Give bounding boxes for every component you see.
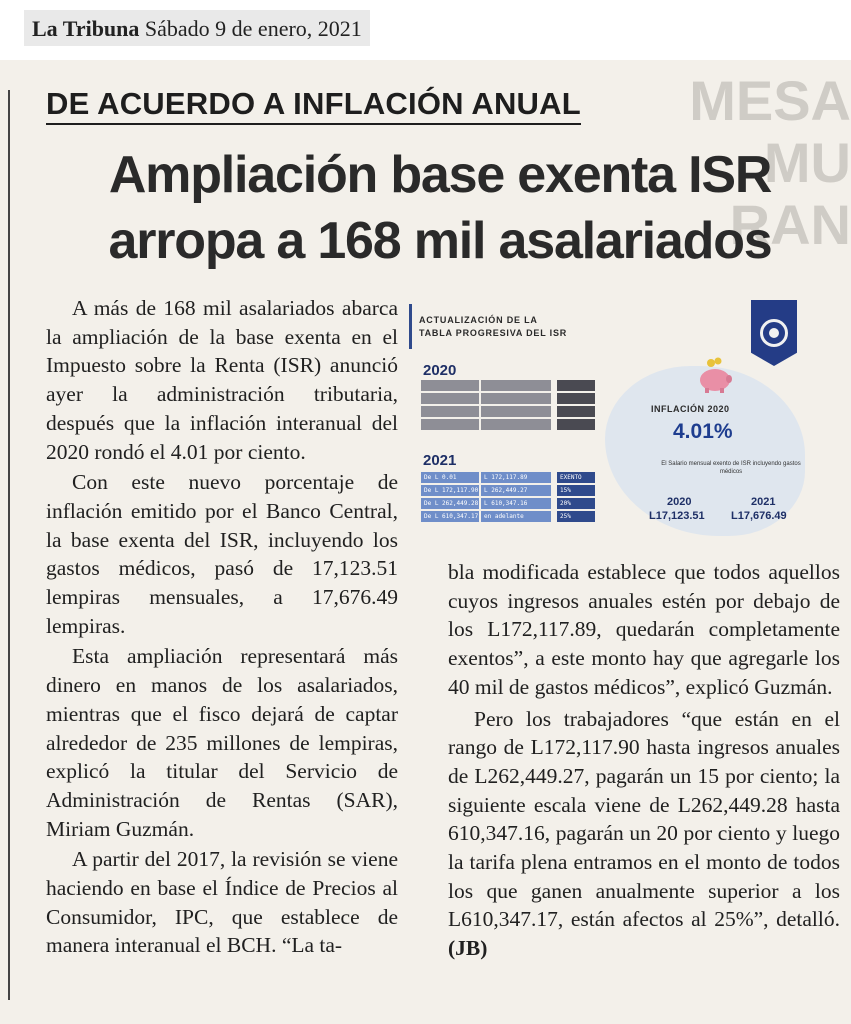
paragraph: bla modificada establece que todos aquellos cuyos ingresos anuales estén por debajo de los L172,117.89, quedarán completamente exentos”, a este monto hay que agregarle los 40 mil de gastos médicos”, explicó Guzmán. bbox=[448, 560, 840, 699]
title-accent-bar bbox=[409, 304, 412, 349]
table-row: De L 262,449.28 L 610,347.16 20% bbox=[421, 498, 605, 509]
sar-logo-icon bbox=[751, 300, 797, 366]
compare-year-2020: 2020 bbox=[667, 496, 692, 508]
infographic-title-line-1: ACTUALIZACIÓN DE LA bbox=[419, 315, 538, 325]
paragraph: A partir del 2017, la revisión se viene haciendo en base el Índice de Precios al Consumidor, IPC, que establece de manera interanual el BCH. “La ta- bbox=[46, 847, 398, 958]
year-2020-label: 2020 bbox=[423, 362, 457, 379]
masthead bbox=[24, 10, 370, 46]
table-row bbox=[421, 393, 605, 404]
table-row bbox=[421, 380, 605, 391]
table-row: De L 172,117.90 L 262,449.27 15% bbox=[421, 485, 605, 496]
table-2020 bbox=[421, 380, 605, 432]
table-row: De L 0.01 L 172,117.89 EXENTO bbox=[421, 472, 605, 483]
paragraph: A más de 168 mil asalariados abarca la ampliación de la base exenta en el Impuesto sobre la Renta (ISR) anunció ayer la administración tributaria, después que la inflación interanual del 2020 rondó el 4.01 por ciento. bbox=[46, 296, 398, 464]
compare-amount-2021: L17,676.49 bbox=[731, 510, 787, 522]
article-column-left bbox=[46, 294, 398, 962]
table-row: De L 610,347.17 en adelante 25% bbox=[421, 511, 605, 522]
inflation-value: 4.01% bbox=[673, 420, 733, 443]
infographic-title bbox=[419, 314, 567, 340]
newspaper-name: La Tribuna bbox=[32, 16, 140, 41]
headline-line-1: Ampliación base exenta ISR bbox=[108, 146, 772, 204]
publication-date: Sábado 9 de enero, 2021 bbox=[144, 16, 362, 41]
year-2021-label: 2021 bbox=[423, 452, 457, 469]
isr-infographic bbox=[405, 296, 837, 541]
paragraph: Esta ampliación representará más dinero en manos de los asalariados, mientras que el fisco dejará de captar alrededor de 235 millones de lempiras, explicó la titular del Servicio de Administración de Rentas (SAR), Miriam Guzmán. bbox=[46, 644, 398, 841]
bleed-line: RAN bbox=[729, 193, 851, 256]
article-kicker: DE ACUERDO A INFLACIÓN ANUAL bbox=[46, 86, 581, 125]
bleed-line: MESA MU bbox=[689, 70, 851, 194]
article-column-right bbox=[448, 558, 840, 966]
piggy-bank-icon bbox=[695, 356, 735, 396]
inflation-label: INFLACIÓN 2020 bbox=[651, 404, 730, 414]
headline-line-2: arropa a 168 mil asalariados bbox=[108, 212, 772, 270]
compare-amount-2020: L17,123.51 bbox=[649, 510, 705, 522]
paragraph-text: Pero los trabajadores “que están en el rango de L172,117.90 hasta ingresos anuales de L262,449.27, pagarán un 15 por ciento; la siguiente escala viene de L262,449.28 hasta 610,347.16, pagarán un 20 por ciento y luego la tarifa plena entramos en el monto de todos los que ganen anualmente superior a los L610,347.17, están afectos al 25%”, detalló. bbox=[448, 706, 840, 932]
table-2021 bbox=[421, 472, 605, 524]
exempt-salary-note: El Salario mensual exento de ISR incluyendo gastos médicos bbox=[661, 461, 801, 475]
article-headline bbox=[40, 142, 840, 274]
author-initials: (JB) bbox=[448, 936, 488, 961]
column-rule bbox=[8, 90, 10, 1000]
compare-year-2021: 2021 bbox=[751, 496, 776, 508]
table-row bbox=[421, 406, 605, 417]
table-row bbox=[421, 419, 605, 430]
paragraph: Con este nuevo porcentaje de inflación emitido por el Banco Central, la base exenta del ISR, incluyendo los gastos médicos, pasó de 17,123.51 lempiras mensuales, a 17,676.49 lempiras. bbox=[46, 470, 398, 638]
paragraph bbox=[448, 705, 840, 963]
infographic-title-line-2: TABLA PROGRESIVA DEL ISR bbox=[419, 328, 568, 338]
